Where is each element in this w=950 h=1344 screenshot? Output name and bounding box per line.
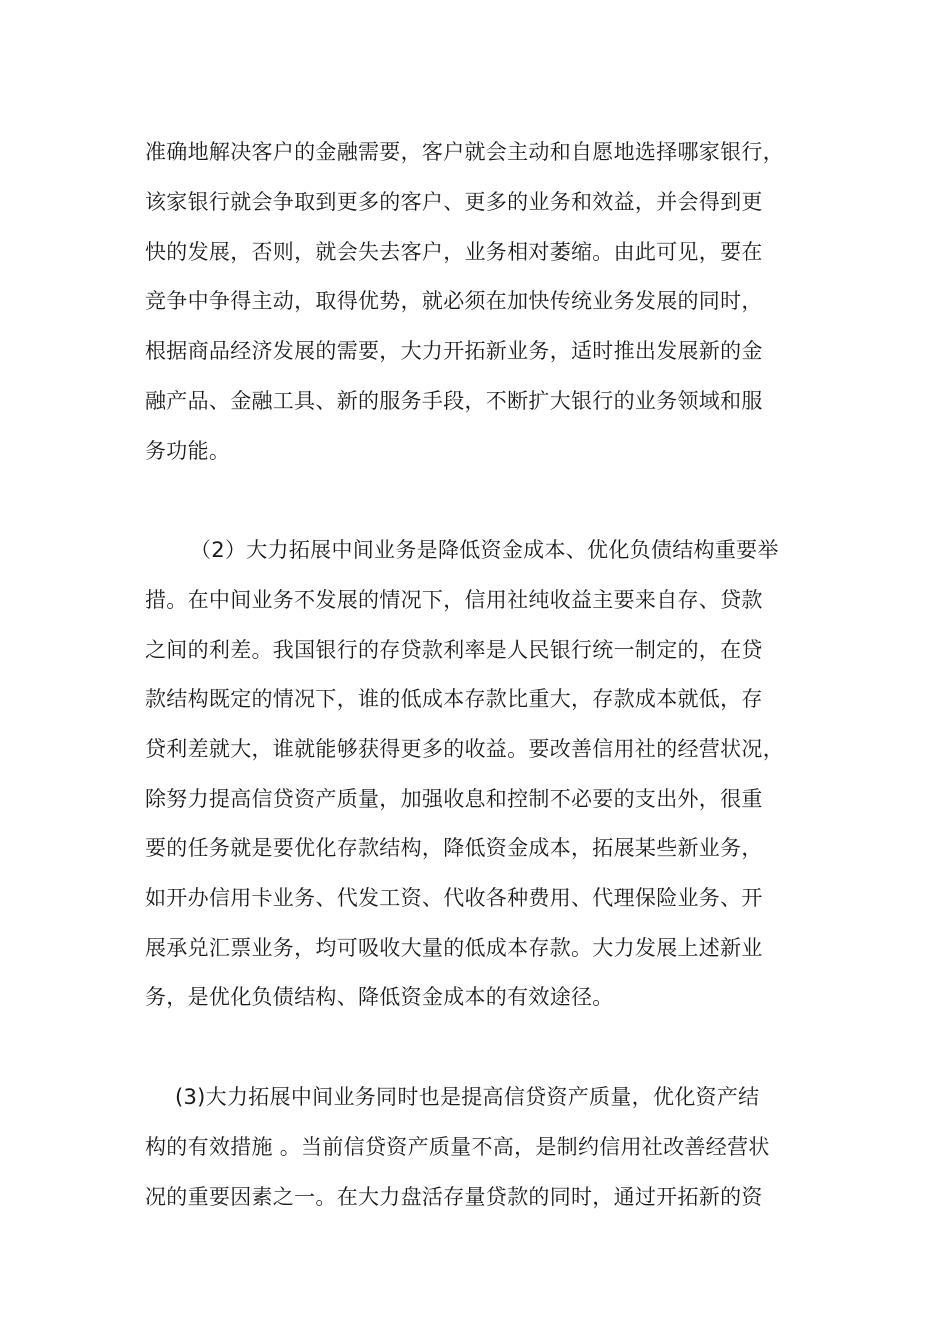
paragraph-3-line: (3)大力拓展中间业务同时也是提高信贷资产质量，优化资产结: [175, 1085, 760, 1109]
paragraph-2-line: 措。在中间业务不发展的情况下，信用社纯收益主要来自存、贷款: [145, 588, 763, 612]
paragraph-2-line: 展承兑汇票业务，均可吸收大量的低成本存款。大力发展上述新业: [145, 936, 763, 960]
paragraph-3-line: 构的有效措施 。当前信贷资产质量不高，是制约信用社改善经营状: [145, 1135, 770, 1159]
paragraph-2-line: 除努力提高信贷资产质量，加强收息和控制不必要的支出外，很重: [145, 787, 763, 811]
paragraph-1-line: 准确地解决客户的金融需要，客户就会主动和自愿地选择哪家银行，: [145, 140, 784, 164]
paragraph-2-line: 款结构既定的情况下，谁的低成本存款比重大，存款成本就低，存: [145, 687, 763, 711]
paragraph-1-line: 融产品、金融工具、新的服务手段，不断扩大银行的业务领域和服: [145, 389, 763, 413]
paragraph-2-line: （2）大力拓展中间业务是降低资金成本、优化负债结构重要举: [190, 538, 779, 562]
paragraph-2-line: 之间的利差。我国银行的存贷款利率是人民银行统一制定的，在贷: [145, 638, 763, 662]
paragraph-3-line: 况的重要因素之一。在大力盘活存量贷款的同时，通过开拓新的资: [145, 1185, 763, 1209]
paragraph-1-line: 务功能。: [145, 439, 231, 463]
paragraph-2-line: 要的任务就是要优化存款结构，降低资金成本，拓展某些新业务，: [145, 836, 763, 860]
paragraph-1-line: 根据商品经济发展的需要，大力开拓新业务，适时推出发展新的金: [145, 339, 763, 363]
paragraph-1-line: 该家银行就会争取到更多的客户、更多的业务和效益，并会得到更: [145, 190, 763, 214]
paragraph-2-line: 务，是优化负债结构、降低资金成本的有效途径。: [145, 985, 614, 1009]
paragraph-2-line: 贷利差就大，谁就能够获得更多的收益。要改善信用社的经营状况，: [145, 737, 784, 761]
paragraph-1-line: 快的发展，否则，就会失去客户，业务相对萎缩。由此可见，要在: [145, 240, 763, 264]
paragraph-2-line: 如开办信用卡业务、代发工资、代收各种费用、代理保险业务、开: [145, 886, 763, 910]
paragraph-1-line: 竞争中争得主动，取得优势，就必须在加快传统业务发展的同时，: [145, 289, 763, 313]
